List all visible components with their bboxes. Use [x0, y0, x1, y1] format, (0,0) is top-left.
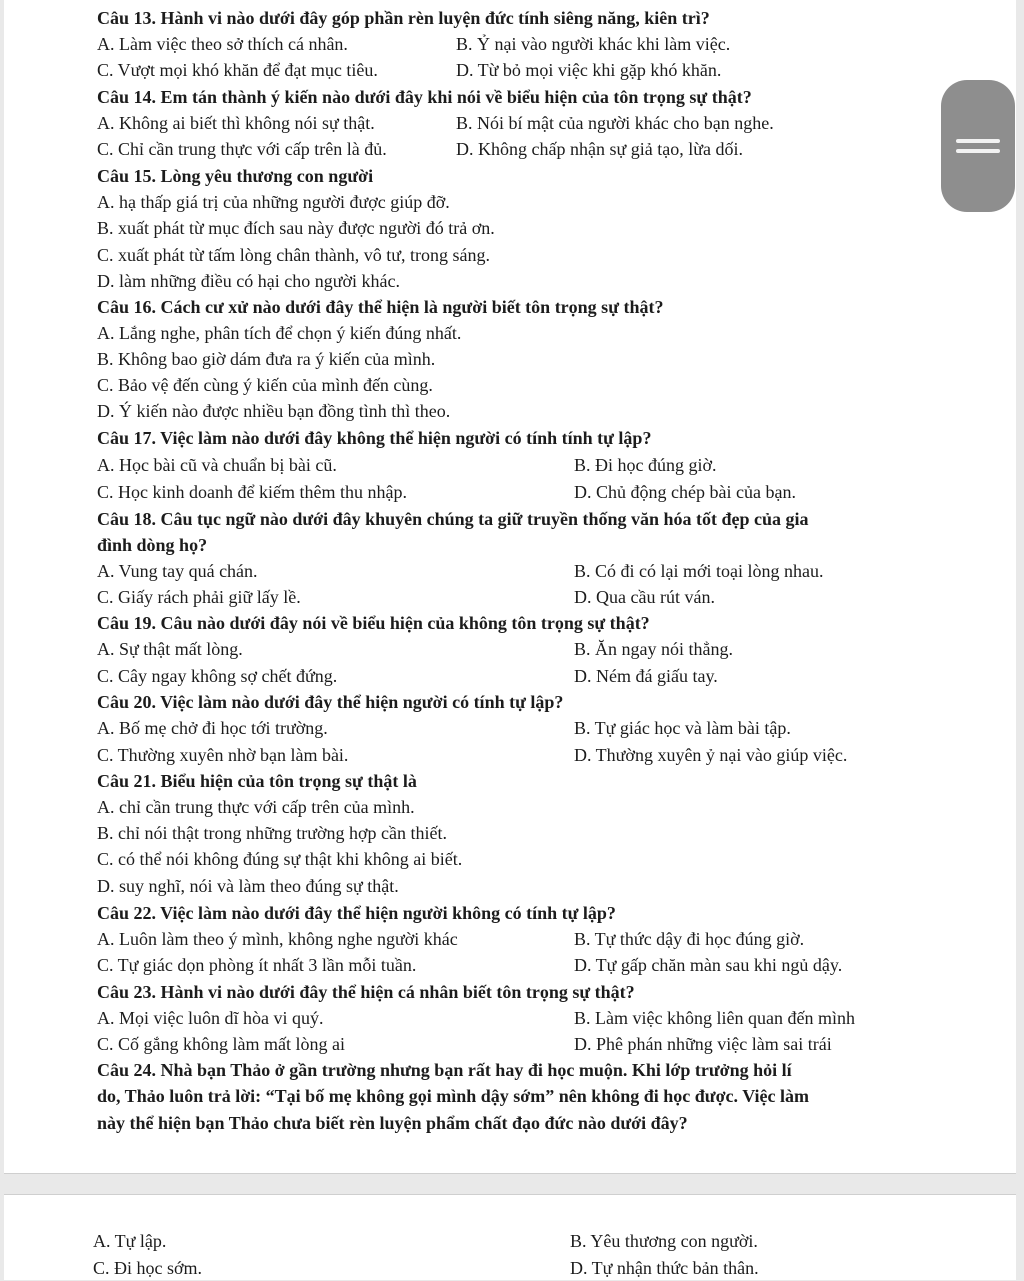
question-15-option-c: C. xuất phát từ tấm lòng chân thành, vô tư, trong sáng. [97, 245, 490, 265]
document-page-1 [4, 0, 1016, 1174]
question-24-option-d: D. Tự nhận thức bản thân. [570, 1258, 759, 1278]
question-22-title: Câu 22. Việc làm nào dưới đây thể hiện người không có tính tự lập? [97, 903, 616, 923]
question-24-option-b: B. Yêu thương con người. [570, 1231, 758, 1251]
question-19-option-d: D. Ném đá giấu tay. [574, 666, 718, 686]
question-18-title-line-1: Câu 18. Câu tục ngữ nào dưới đây khuyên chúng ta giữ truyền thống văn hóa tốt đẹp của gia [97, 509, 809, 529]
question-16-option-c: C. Bảo vệ đến cùng ý kiến của mình đến cùng. [97, 375, 433, 395]
question-14-option-a: A. Không ai biết thì không nói sự thật. [97, 113, 375, 133]
question-21-option-c: C. có thể nói không đúng sự thật khi không ai biết. [97, 849, 463, 869]
question-19-title: Câu 19. Câu nào dưới đây nói về biểu hiện của không tôn trọng sự thật? [97, 613, 650, 633]
question-22-option-c: C. Tự giác dọn phòng ít nhất 3 lần mỗi tuần. [97, 955, 417, 975]
question-15-option-a: A. hạ thấp giá trị của những người được giúp đỡ. [97, 192, 450, 212]
question-15-option-d: D. làm những điều có hại cho người khác. [97, 271, 400, 291]
question-22-option-d: D. Tự gấp chăn màn sau khi ngủ dậy. [574, 955, 843, 975]
question-16-option-b: B. Không bao giờ dám đưa ra ý kiến của mình. [97, 349, 436, 369]
question-23-option-b: B. Làm việc không liên quan đến mình [574, 1008, 855, 1028]
menu-bar-top [956, 139, 1000, 143]
question-16-title: Câu 16. Cách cư xử nào dưới đây thể hiện là người biết tôn trọng sự thật? [97, 297, 664, 317]
question-18-title-line-2: đình dòng họ? [97, 535, 208, 555]
question-21-title: Câu 21. Biểu hiện của tôn trọng sự thật là [97, 771, 417, 791]
question-23-option-a: A. Mọi việc luôn dĩ hòa vi quý. [97, 1008, 324, 1028]
question-13-option-d: D. Từ bỏ mọi việc khi gặp khó khăn. [456, 60, 722, 80]
question-15-title: Câu 15. Lòng yêu thương con người [97, 166, 374, 186]
hamburger-menu-icon[interactable] [941, 80, 1015, 212]
question-16-option-a: A. Lắng nghe, phân tích để chọn ý kiến đúng nhất. [97, 323, 462, 343]
question-21-option-d: D. suy nghĩ, nói và làm theo đúng sự thật. [97, 876, 399, 896]
document-page-2 [4, 1194, 1016, 1280]
question-24-option-c: C. Đi học sớm. [93, 1258, 203, 1278]
question-14-option-d: D. Không chấp nhận sự giả tạo, lừa dối. [456, 139, 743, 159]
question-15-option-b: B. xuất phát từ mục đích sau này được người đó trả ơn. [97, 218, 495, 238]
question-23-title: Câu 23. Hành vi nào dưới đây thể hiện cá nhân biết tôn trọng sự thật? [97, 982, 635, 1002]
question-24-title-line-2: do, Thảo luôn trả lời: “Tại bố mẹ không gọi mình dậy sớm” nên không đi học được. Việc làm [97, 1086, 810, 1106]
question-22-option-b: B. Tự thức dậy đi học đúng giờ. [574, 929, 805, 949]
question-19-option-c: C. Cây ngay không sợ chết đứng. [97, 666, 338, 686]
question-17-option-d: D. Chủ động chép bài của bạn. [574, 482, 796, 502]
question-18-option-d: D. Qua cầu rút ván. [574, 587, 715, 607]
question-19-option-a: A. Sự thật mất lòng. [97, 639, 243, 659]
question-24-option-a: A. Tự lập. [93, 1231, 167, 1251]
question-13-option-b: B. Ỷ nại vào người khác khi làm việc. [456, 34, 731, 54]
question-20-option-b: B. Tự giác học và làm bài tập. [574, 718, 791, 738]
question-16-option-d: D. Ý kiến nào được nhiều bạn đồng tình thì theo. [97, 401, 451, 421]
question-17-option-a: A. Học bài cũ và chuẩn bị bài cũ. [97, 455, 337, 475]
question-13-option-a: A. Làm việc theo sở thích cá nhân. [97, 34, 348, 54]
question-20-option-a: A. Bố mẹ chở đi học tới trường. [97, 718, 328, 738]
menu-bar-bottom [956, 149, 1000, 153]
question-20-option-d: D. Thường xuyên ỷ nại vào giúp việc. [574, 745, 848, 765]
question-23-option-d: D. Phê phán những việc làm sai trái [574, 1034, 832, 1054]
question-22-option-a: A. Luôn làm theo ý mình, không nghe người khác [97, 929, 458, 949]
question-13-option-c: C. Vượt mọi khó khăn để đạt mục tiêu. [97, 60, 378, 80]
question-18-option-c: C. Giấy rách phải giữ lấy lề. [97, 587, 301, 607]
question-24-title-line-1: Câu 24. Nhà bạn Thảo ở gần trường nhưng bạn rất hay đi học muộn. Khi lớp trưởng hỏi lí [97, 1060, 792, 1080]
question-20-title: Câu 20. Việc làm nào dưới đây thể hiện người có tính tự lập? [97, 692, 564, 712]
question-17-option-b: B. Đi học đúng giờ. [574, 455, 717, 475]
question-24-title-line-3: này thể hiện bạn Thảo chưa biết rèn luyện phẩm chất đạo đức nào dưới đây? [97, 1113, 688, 1133]
question-19-option-b: B. Ăn ngay nói thẳng. [574, 639, 733, 659]
question-21-option-b: B. chỉ nói thật trong những trường hợp cần thiết. [97, 823, 447, 843]
question-18-option-b: B. Có đi có lại mới toại lòng nhau. [574, 561, 824, 581]
question-20-option-c: C. Thường xuyên nhờ bạn làm bài. [97, 745, 349, 765]
question-17-option-c: C. Học kinh doanh để kiếm thêm thu nhập. [97, 482, 407, 502]
question-18-option-a: A. Vung tay quá chán. [97, 561, 258, 581]
question-14-title: Câu 14. Em tán thành ý kiến nào dưới đây khi nói về biểu hiện của tôn trọng sự thật? [97, 87, 752, 107]
question-21-option-a: A. chỉ cần trung thực với cấp trên của mình. [97, 797, 415, 817]
question-23-option-c: C. Cố gắng không làm mất lòng ai [97, 1034, 345, 1054]
question-17-title: Câu 17. Việc làm nào dưới đây không thể hiện người có tính tính tự lập? [97, 428, 652, 448]
question-14-option-c: C. Chỉ cần trung thực với cấp trên là đủ. [97, 139, 387, 159]
question-14-option-b: B. Nói bí mật của người khác cho bạn nghe. [456, 113, 774, 133]
question-13-title: Câu 13. Hành vi nào dưới đây góp phần rèn luyện đức tính siêng năng, kiên trì? [97, 8, 710, 28]
